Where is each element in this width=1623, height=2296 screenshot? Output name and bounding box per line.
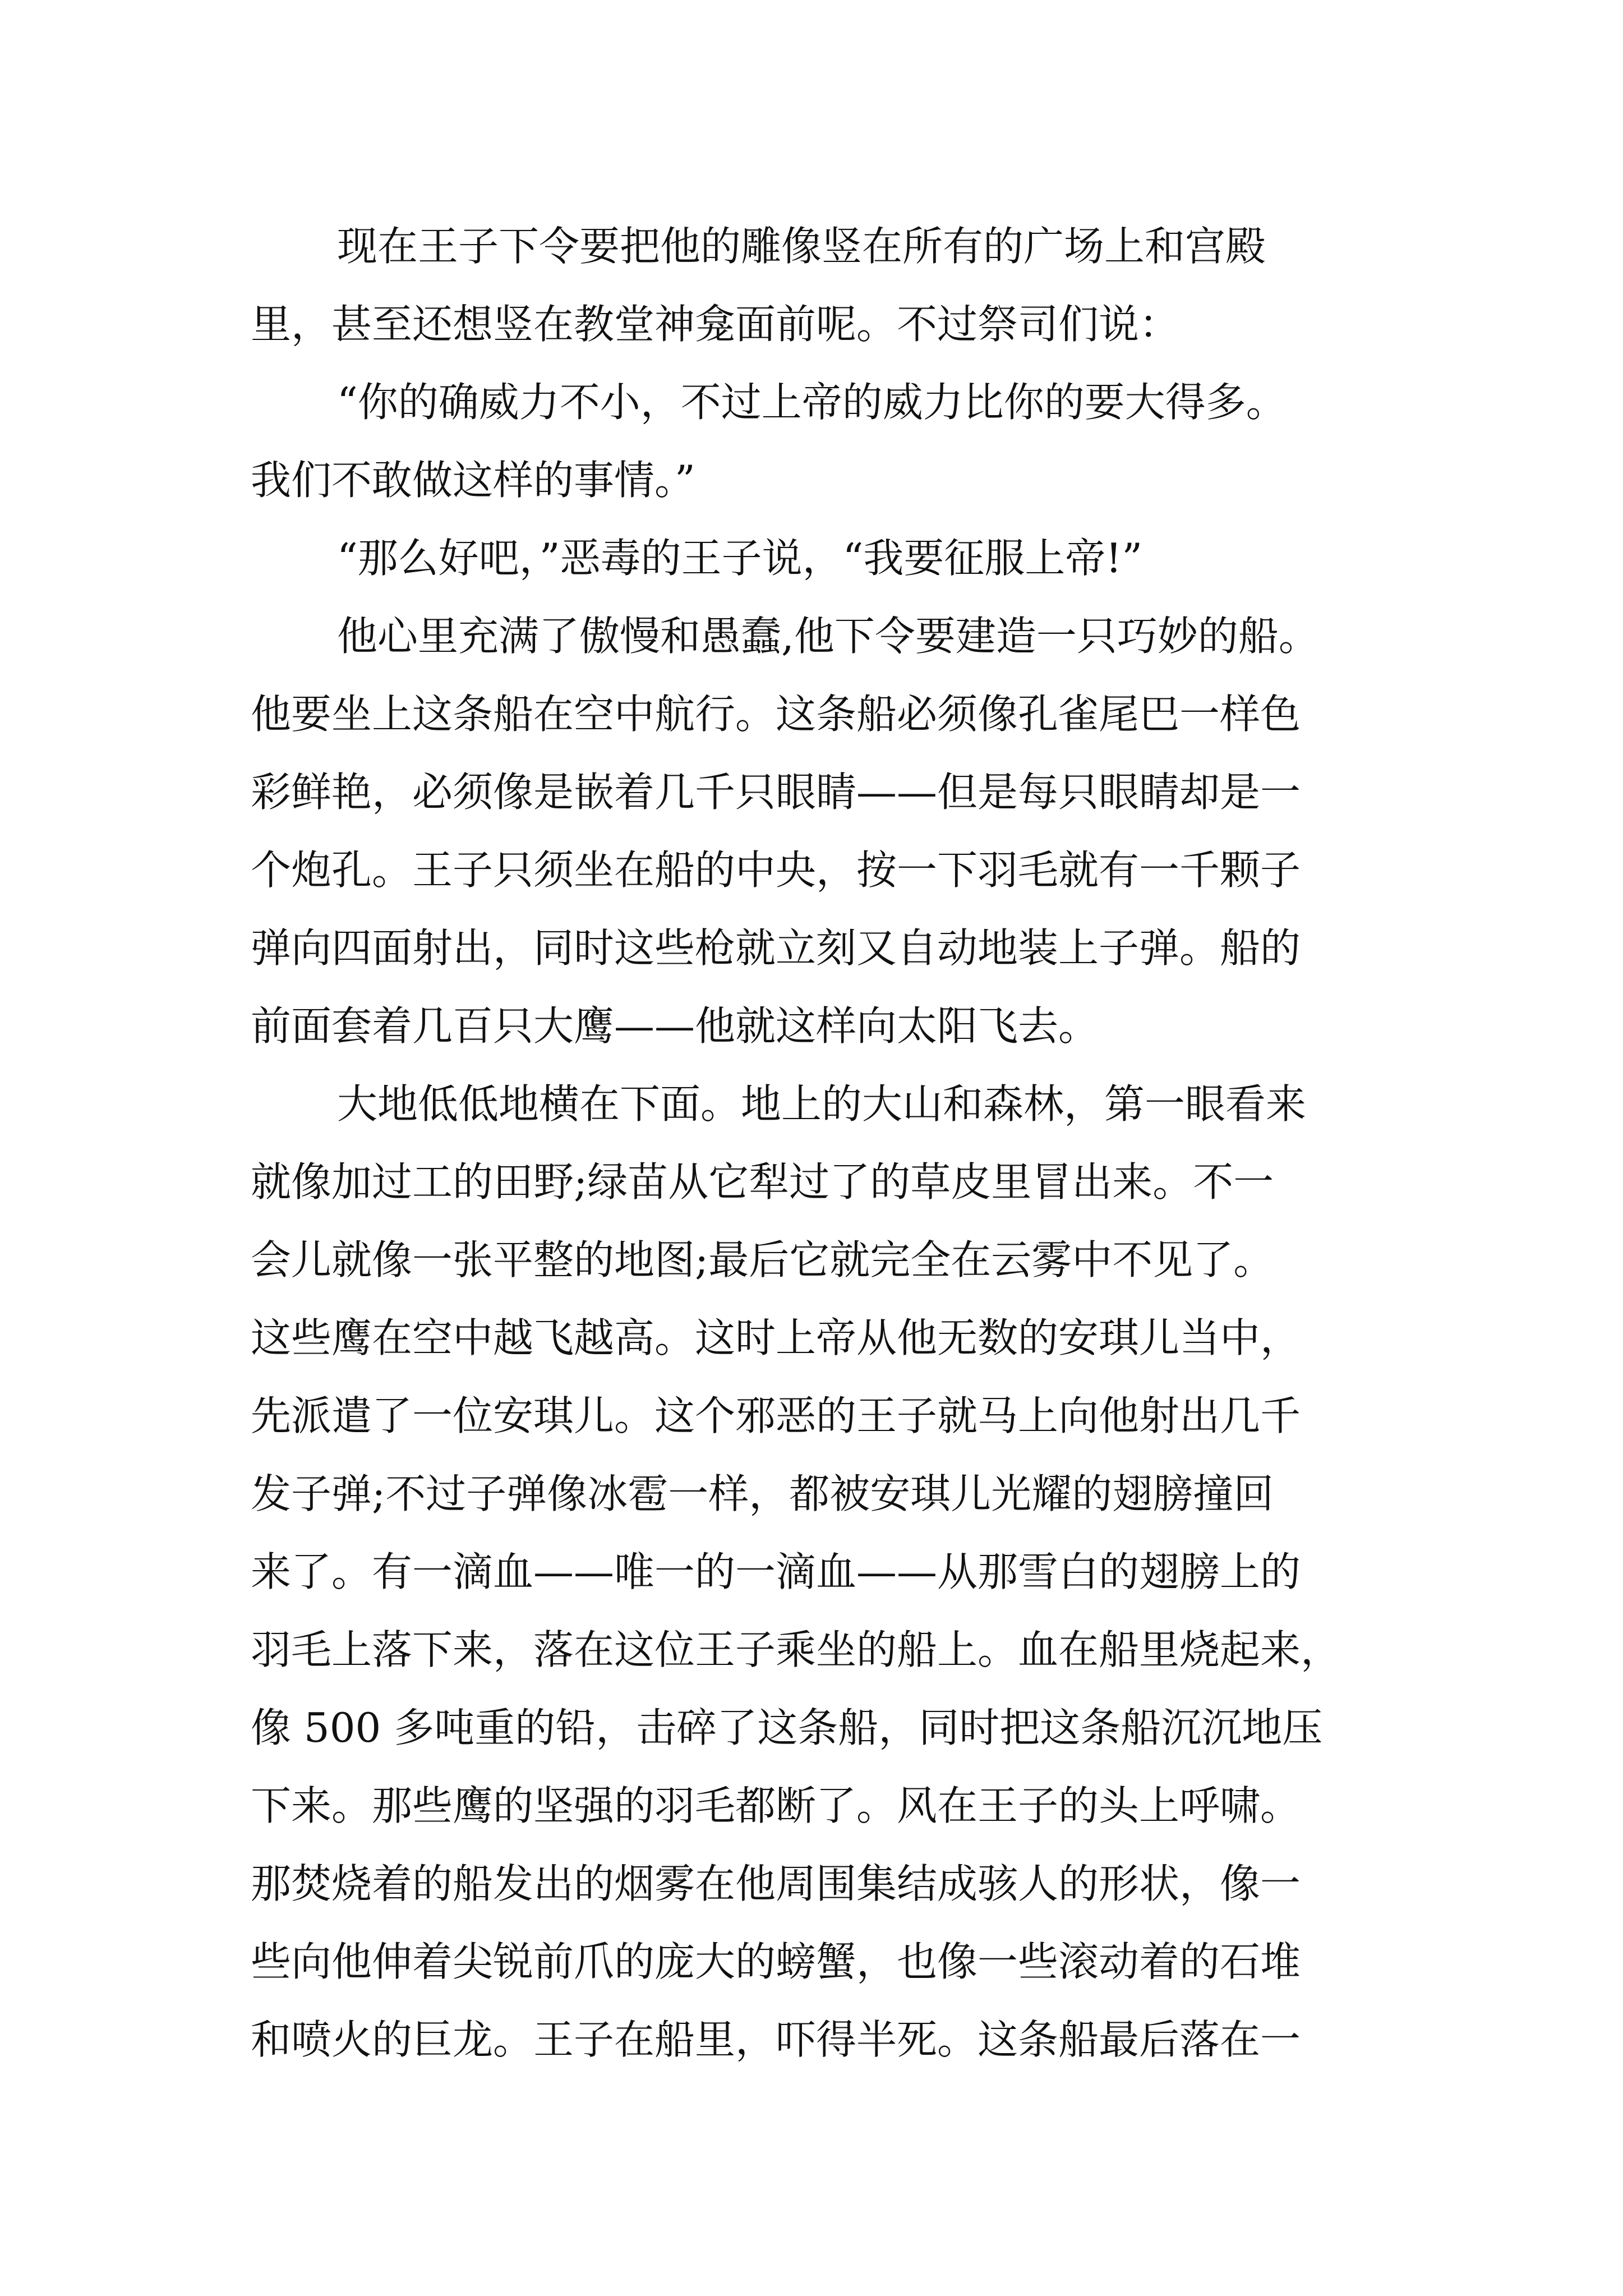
text-line-5: “那么好吧，”恶毒的王子说，“我要征服上帝!”: [337, 535, 1143, 582]
text-line-13: 就像加过工的田野;绿苗从它犁过了的草皮里冒出来。不一: [251, 1158, 1274, 1205]
text-line-18: 来了。有一滴血——唯一的一滴血——从那雪白的翅膀上的: [251, 1548, 1301, 1595]
text-line-16: 先派遣了一位安琪儿。这个邪恶的王子就马上向他射出几千: [251, 1392, 1301, 1439]
text-line-19: 羽毛上落下来，落在这位王子乘坐的船上。血在船里烧起来，: [251, 1626, 1341, 1673]
text-line-22: 那焚烧着的船发出的烟雾在他周围集结成骇人的形状，像一: [251, 1860, 1301, 1907]
text-line-17: 发子弹;不过子弹像冰雹一样，都被安琪儿光耀的翅膀撞回: [251, 1470, 1274, 1517]
text-line-21: 下来。那些鹰的坚强的羽毛都断了。风在王子的头上呼啸。: [251, 1782, 1301, 1829]
text-line-23: 些向他伸着尖锐前爪的庞大的螃蟹，也像一些滚动着的石堆: [251, 1938, 1301, 1985]
text-line-6: 他心里充满了傲慢和愚蠢,他下令要建造一只巧妙的船。: [337, 613, 1319, 660]
text-line-7: 他要坐上这条船在空中航行。这条船必须像孔雀尾巴一样色: [251, 691, 1301, 738]
text-line-12: 大地低低地横在下面。地上的大山和森林，第一眼看来: [337, 1080, 1307, 1128]
text-line-4: 我们不敢做这样的事情。”: [251, 457, 695, 504]
body-text: [251, 208, 1373, 2079]
text-line-1: 现在王子下令要把他的雕像竖在所有的广场上和宫殿: [337, 223, 1266, 270]
text-line-8: 彩鲜艳，必须像是嵌着几千只眼睛——但是每只眼睛却是一: [251, 769, 1301, 816]
text-line-14: 会儿就像一张平整的地图;最后它就完全在云雾中不见了。: [251, 1236, 1274, 1283]
text-line-9: 个炮孔。王子只须坐在船的中央，按一下羽毛就有一千颗子: [251, 846, 1301, 894]
text-line-2: 里，甚至还想竖在教堂神龛面前呢。不过祭司们说：: [251, 301, 1180, 348]
text-line-3: “你的确威力不小，不过上帝的威力比你的要大得多。: [337, 379, 1287, 426]
text-line-11: 前面套着几百只大鹰——他就这样向太阳飞去。: [251, 1002, 1099, 1050]
text-line-20: 像 500 多吨重的铅，击碎了这条船，同时把这条船沉沉地压: [251, 1704, 1323, 1751]
text-line-10: 弹向四面射出，同时这些枪就立刻又自动地装上子弹。船的: [251, 924, 1301, 972]
text-line-15: 这些鹰在空中越飞越高。这时上帝从他无数的安琪儿当中，: [251, 1314, 1301, 1361]
text-line-24: 和喷火的巨龙。王子在船里，吓得半死。这条船最后落在一: [251, 2016, 1301, 2063]
